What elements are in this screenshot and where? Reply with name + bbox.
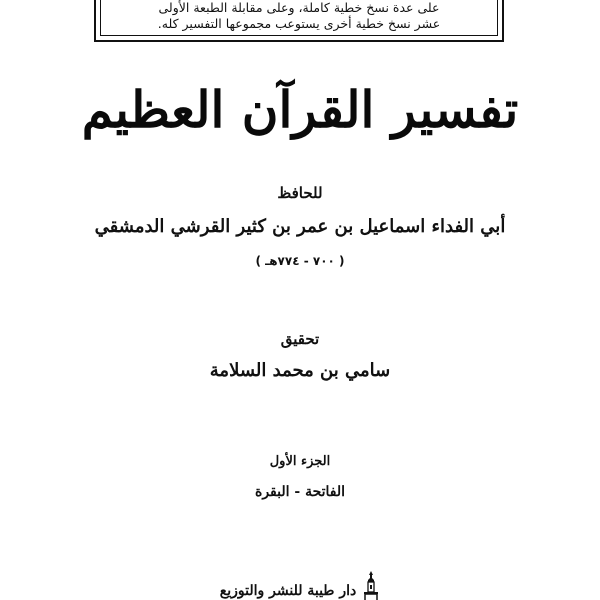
author-name: أبي الفداء اسماعيل بن عمر بن كثير القرشي الدمشقي (94, 216, 506, 237)
top-box-line-2: عشر نسخ خطية أخرى يستوعب مجموعها التفسير كله. (157, 16, 441, 31)
tahqiq-label: تحقيق (280, 330, 320, 348)
top-framed-box (94, 0, 504, 42)
publisher (200, 570, 400, 600)
editor-name: سامي بن محمد السلامة (209, 360, 391, 381)
surahs-label: الفاتحة - البقرة (254, 484, 346, 500)
volume-label: الجزء الأول (269, 454, 331, 469)
minaret-logo-icon (362, 570, 380, 600)
publisher-name: دار طيبة للنشر والتوزيع (219, 583, 357, 599)
book-title: تفسير القرآن العظيم (81, 80, 519, 139)
top-framed-box-inner (100, 0, 498, 36)
author-dates: ( ٧٠٠ - ٧٧٤هـ ) (255, 254, 345, 268)
top-box-line-1: على عدة نسخ خطية كاملة، وعلى مقابلة الطبعة الأولى (158, 0, 440, 15)
author-prefix: للحافظ (277, 184, 323, 202)
